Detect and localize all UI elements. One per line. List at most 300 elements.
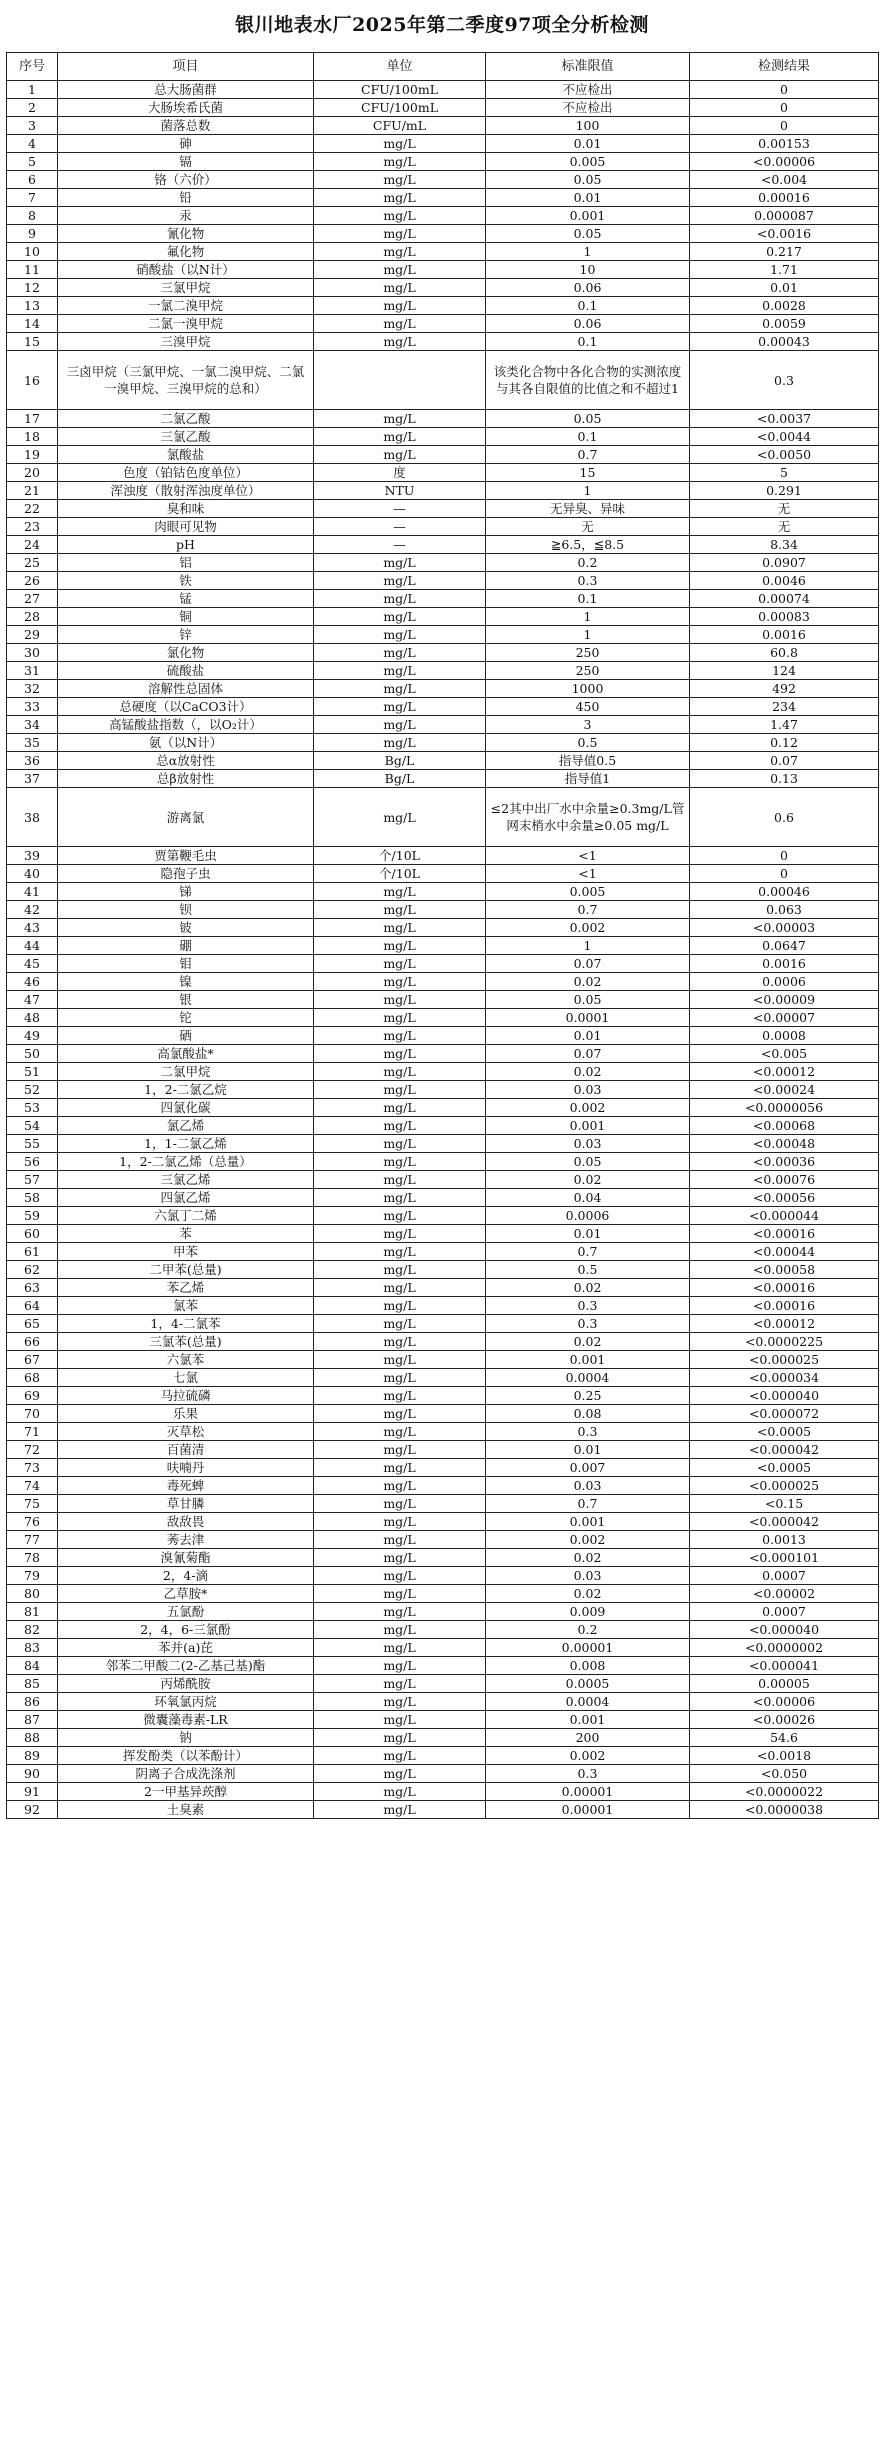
unit: mg/L xyxy=(314,1207,486,1225)
table-row xyxy=(7,297,879,315)
row-index: 55 xyxy=(7,1135,58,1153)
item-name: 钠 xyxy=(58,1729,314,1747)
row-index: 82 xyxy=(7,1621,58,1639)
row-index: 57 xyxy=(7,1171,58,1189)
item-name: 锑 xyxy=(58,883,314,901)
standard-limit: 0.009 xyxy=(486,1603,690,1621)
standard-limit: 0.3 xyxy=(486,1297,690,1315)
unit xyxy=(314,351,486,410)
row-index: 74 xyxy=(7,1477,58,1495)
standard-limit: 0.03 xyxy=(486,1477,690,1495)
test-result: 0.000087 xyxy=(690,207,879,225)
test-result: <0.0018 xyxy=(690,1747,879,1765)
row-index: 14 xyxy=(7,315,58,333)
unit: mg/L xyxy=(314,662,486,680)
table-row xyxy=(7,1675,879,1693)
table-row xyxy=(7,1297,879,1315)
unit: mg/L xyxy=(314,446,486,464)
item-name: 二甲苯(总量) xyxy=(58,1261,314,1279)
item-name: 钡 xyxy=(58,901,314,919)
standard-limit: 指导值0.5 xyxy=(486,752,690,770)
table-row xyxy=(7,428,879,446)
table-row xyxy=(7,554,879,572)
standard-limit: 0.07 xyxy=(486,1045,690,1063)
standard-limit: 0.05 xyxy=(486,410,690,428)
table-row xyxy=(7,937,879,955)
standard-limit: 0.0005 xyxy=(486,1675,690,1693)
unit: mg/L xyxy=(314,171,486,189)
test-result: 0.0016 xyxy=(690,955,879,973)
test-result: <0.0005 xyxy=(690,1423,879,1441)
row-index: 79 xyxy=(7,1567,58,1585)
item-name: 四氯化碳 xyxy=(58,1099,314,1117)
table-row xyxy=(7,1477,879,1495)
table-row xyxy=(7,189,879,207)
standard-limit: ≧6.5，≦8.5 xyxy=(486,536,690,554)
unit: mg/L xyxy=(314,1549,486,1567)
test-result: 54.6 xyxy=(690,1729,879,1747)
unit: mg/L xyxy=(314,788,486,847)
test-result: 1.71 xyxy=(690,261,879,279)
unit: mg/L xyxy=(314,1657,486,1675)
unit: mg/L xyxy=(314,1729,486,1747)
row-index: 40 xyxy=(7,865,58,883)
item-name: 氯乙烯 xyxy=(58,1117,314,1135)
unit: mg/L xyxy=(314,1603,486,1621)
table-row xyxy=(7,770,879,788)
unit: mg/L xyxy=(314,1369,486,1387)
test-result: <0.0000002 xyxy=(690,1639,879,1657)
test-result: 492 xyxy=(690,680,879,698)
row-index: 9 xyxy=(7,225,58,243)
table-row xyxy=(7,1405,879,1423)
standard-limit: 0.02 xyxy=(486,1549,690,1567)
item-name: 高锰酸盐指数（，以O₂计） xyxy=(58,716,314,734)
standard-limit: 0.001 xyxy=(486,1117,690,1135)
test-result: 0.07 xyxy=(690,752,879,770)
item-name: 1，4-二氯苯 xyxy=(58,1315,314,1333)
item-name: 三卤甲烷（三氯甲烷、一氯二溴甲烷、二氯一溴甲烷、三溴甲烷的总和） xyxy=(58,351,314,410)
standard-limit: 0.01 xyxy=(486,1225,690,1243)
standard-limit: 0.0006 xyxy=(486,1207,690,1225)
test-result: 0.0046 xyxy=(690,572,879,590)
item-name: 三溴甲烷 xyxy=(58,333,314,351)
standard-limit: 0.06 xyxy=(486,279,690,297)
item-name: 氟化物 xyxy=(58,243,314,261)
test-result: <0.00048 xyxy=(690,1135,879,1153)
table-row xyxy=(7,1657,879,1675)
standard-limit: 不应检出 xyxy=(486,99,690,117)
test-result: 0 xyxy=(690,99,879,117)
item-name: 铊 xyxy=(58,1009,314,1027)
test-result: <0.00024 xyxy=(690,1081,879,1099)
table-row xyxy=(7,847,879,865)
unit: mg/L xyxy=(314,626,486,644)
test-result: <0.000040 xyxy=(690,1621,879,1639)
table-row xyxy=(7,135,879,153)
test-result: <0.000034 xyxy=(690,1369,879,1387)
table-row xyxy=(7,1387,879,1405)
item-name: pH xyxy=(58,536,314,554)
unit: mg/L xyxy=(314,1747,486,1765)
row-index: 17 xyxy=(7,410,58,428)
unit: mg/L xyxy=(314,1387,486,1405)
standard-limit: 200 xyxy=(486,1729,690,1747)
unit: mg/L xyxy=(314,1693,486,1711)
test-result: 0.01 xyxy=(690,279,879,297)
unit: mg/L xyxy=(314,973,486,991)
unit: mg/L xyxy=(314,261,486,279)
test-result: 0.0907 xyxy=(690,554,879,572)
standard-limit: 0.03 xyxy=(486,1081,690,1099)
test-result: <0.0037 xyxy=(690,410,879,428)
item-name: 2，4，6-三氯酚 xyxy=(58,1621,314,1639)
unit: mg/L xyxy=(314,1333,486,1351)
standard-limit: <1 xyxy=(486,865,690,883)
row-index: 54 xyxy=(7,1117,58,1135)
test-result: <0.0000038 xyxy=(690,1801,879,1819)
standard-limit: 0.0004 xyxy=(486,1369,690,1387)
unit: mg/L xyxy=(314,1621,486,1639)
unit: mg/L xyxy=(314,1225,486,1243)
test-result: <0.00076 xyxy=(690,1171,879,1189)
standard-limit: 无 xyxy=(486,518,690,536)
test-result: <0.00012 xyxy=(690,1315,879,1333)
row-index: 49 xyxy=(7,1027,58,1045)
test-result: 0.00016 xyxy=(690,189,879,207)
test-result: <0.005 xyxy=(690,1045,879,1063)
test-result: 234 xyxy=(690,698,879,716)
standard-limit: 0.01 xyxy=(486,189,690,207)
test-result: 0.00074 xyxy=(690,590,879,608)
test-result: 0.6 xyxy=(690,788,879,847)
standard-limit: 0.02 xyxy=(486,1585,690,1603)
unit: mg/L xyxy=(314,189,486,207)
test-result: <0.000025 xyxy=(690,1351,879,1369)
table-row xyxy=(7,1135,879,1153)
row-index: 84 xyxy=(7,1657,58,1675)
unit: mg/L xyxy=(314,680,486,698)
standard-limit: 该类化合物中各化合物的实测浓度与其各自限值的比值之和不超过1 xyxy=(486,351,690,410)
test-result: <0.000042 xyxy=(690,1513,879,1531)
row-index: 5 xyxy=(7,153,58,171)
unit: mg/L xyxy=(314,1567,486,1585)
row-index: 45 xyxy=(7,955,58,973)
row-index: 12 xyxy=(7,279,58,297)
row-index: 41 xyxy=(7,883,58,901)
table-row xyxy=(7,81,879,99)
table-row xyxy=(7,153,879,171)
page-title: 银川地表水厂2025年第二季度97项全分析检测 xyxy=(235,14,649,36)
table-row xyxy=(7,1081,879,1099)
standard-limit: 0.2 xyxy=(486,1621,690,1639)
table-row xyxy=(7,1207,879,1225)
row-index: 47 xyxy=(7,991,58,1009)
table-row xyxy=(7,680,879,698)
test-result: 0.063 xyxy=(690,901,879,919)
unit: mg/L xyxy=(314,428,486,446)
item-name: 三氯乙烯 xyxy=(58,1171,314,1189)
table-row xyxy=(7,788,879,847)
item-name: 铅 xyxy=(58,189,314,207)
test-result: <0.00003 xyxy=(690,919,879,937)
item-name: 七氯 xyxy=(58,1369,314,1387)
standard-limit: 250 xyxy=(486,662,690,680)
item-name: 1，1-二氯乙烯 xyxy=(58,1135,314,1153)
row-index: 90 xyxy=(7,1765,58,1783)
table-row xyxy=(7,865,879,883)
row-index: 59 xyxy=(7,1207,58,1225)
unit: mg/L xyxy=(314,279,486,297)
row-index: 13 xyxy=(7,297,58,315)
unit: mg/L xyxy=(314,1423,486,1441)
test-result: 0.00005 xyxy=(690,1675,879,1693)
row-index: 2 xyxy=(7,99,58,117)
unit: mg/L xyxy=(314,1351,486,1369)
item-name: 1，2-二氯乙烯（总量） xyxy=(58,1153,314,1171)
table-row xyxy=(7,1369,879,1387)
standard-limit: 无异臭、异味 xyxy=(486,500,690,518)
unit: mg/L xyxy=(314,1585,486,1603)
table-row xyxy=(7,1315,879,1333)
row-index: 66 xyxy=(7,1333,58,1351)
table-row xyxy=(7,698,879,716)
unit: — xyxy=(314,518,486,536)
test-result: 0 xyxy=(690,847,879,865)
test-result: <0.0016 xyxy=(690,225,879,243)
unit: mg/L xyxy=(314,716,486,734)
table-row xyxy=(7,1621,879,1639)
item-name: 三氯乙酸 xyxy=(58,428,314,446)
unit: mg/L xyxy=(314,734,486,752)
test-result: 0.3 xyxy=(690,351,879,410)
standard-limit: 0.25 xyxy=(486,1387,690,1405)
unit: mg/L xyxy=(314,1639,486,1657)
table-row xyxy=(7,901,879,919)
test-result: <0.00016 xyxy=(690,1297,879,1315)
item-name: 溴氰菊酯 xyxy=(58,1549,314,1567)
test-result: <0.00002 xyxy=(690,1585,879,1603)
test-result: 0.0059 xyxy=(690,315,879,333)
unit: mg/L xyxy=(314,153,486,171)
unit: mg/L xyxy=(314,1117,486,1135)
row-index: 32 xyxy=(7,680,58,698)
test-result: <0.00007 xyxy=(690,1009,879,1027)
table-row xyxy=(7,1783,879,1801)
unit: CFU/100mL xyxy=(314,81,486,99)
unit: mg/L xyxy=(314,991,486,1009)
row-index: 1 xyxy=(7,81,58,99)
item-name: 灭草松 xyxy=(58,1423,314,1441)
table-row xyxy=(7,919,879,937)
analysis-table xyxy=(6,52,879,1819)
table-row xyxy=(7,1711,879,1729)
test-result: 1.47 xyxy=(690,716,879,734)
item-name: 银 xyxy=(58,991,314,1009)
standard-limit: 3 xyxy=(486,716,690,734)
row-index: 36 xyxy=(7,752,58,770)
item-name: 氯化物 xyxy=(58,644,314,662)
standard-limit: 0.03 xyxy=(486,1567,690,1585)
row-index: 28 xyxy=(7,608,58,626)
standard-limit: 0.7 xyxy=(486,1243,690,1261)
test-result: <0.00044 xyxy=(690,1243,879,1261)
table-row xyxy=(7,1153,879,1171)
table-header-row xyxy=(7,53,879,81)
table-row xyxy=(7,1729,879,1747)
standard-limit: 0.7 xyxy=(486,901,690,919)
test-result: <0.0000056 xyxy=(690,1099,879,1117)
item-name: 浑浊度（散射浑浊度单位） xyxy=(58,482,314,500)
item-name: 丙烯酰胺 xyxy=(58,1675,314,1693)
row-index: 78 xyxy=(7,1549,58,1567)
item-name: 镍 xyxy=(58,973,314,991)
item-name: 钼 xyxy=(58,955,314,973)
item-name: 汞 xyxy=(58,207,314,225)
table-row xyxy=(7,1801,879,1819)
item-name: 苯乙烯 xyxy=(58,1279,314,1297)
unit: mg/L xyxy=(314,1765,486,1783)
unit: 度 xyxy=(314,464,486,482)
table-row xyxy=(7,1423,879,1441)
row-index: 19 xyxy=(7,446,58,464)
table-row xyxy=(7,482,879,500)
test-result: 0 xyxy=(690,117,879,135)
standard-limit: 1 xyxy=(486,243,690,261)
test-result: 0.00043 xyxy=(690,333,879,351)
item-name: 锌 xyxy=(58,626,314,644)
unit: mg/L xyxy=(314,1135,486,1153)
item-name: 六氯苯 xyxy=(58,1351,314,1369)
test-result: <0.00058 xyxy=(690,1261,879,1279)
standard-limit: 0.0001 xyxy=(486,1009,690,1027)
row-index: 87 xyxy=(7,1711,58,1729)
unit: mg/L xyxy=(314,1171,486,1189)
row-index: 69 xyxy=(7,1387,58,1405)
item-name: 二氯一溴甲烷 xyxy=(58,315,314,333)
standard-limit: 0.02 xyxy=(486,1333,690,1351)
standard-limit: 1 xyxy=(486,937,690,955)
table-row xyxy=(7,1099,879,1117)
standard-limit: 0.02 xyxy=(486,1063,690,1081)
standard-limit: 0.02 xyxy=(486,973,690,991)
unit: mg/L xyxy=(314,1531,486,1549)
table-row xyxy=(7,1495,879,1513)
item-name: 菌落总数 xyxy=(58,117,314,135)
unit: mg/L xyxy=(314,1261,486,1279)
row-index: 6 xyxy=(7,171,58,189)
row-index: 3 xyxy=(7,117,58,135)
item-name: 铬（六价） xyxy=(58,171,314,189)
unit: mg/L xyxy=(314,901,486,919)
table-row xyxy=(7,117,879,135)
test-result: <0.00012 xyxy=(690,1063,879,1081)
unit: mg/L xyxy=(314,608,486,626)
standard-limit: 0.005 xyxy=(486,153,690,171)
table-row xyxy=(7,261,879,279)
table-row xyxy=(7,225,879,243)
table-row xyxy=(7,1279,879,1297)
row-index: 37 xyxy=(7,770,58,788)
unit: mg/L xyxy=(314,1099,486,1117)
row-index: 7 xyxy=(7,189,58,207)
table-row xyxy=(7,351,879,410)
unit: mg/L xyxy=(314,1243,486,1261)
standard-limit: 10 xyxy=(486,261,690,279)
table-row xyxy=(7,1441,879,1459)
item-name: 硼 xyxy=(58,937,314,955)
item-name: 呋喃丹 xyxy=(58,1459,314,1477)
item-name: 挥发酚类（以苯酚计） xyxy=(58,1747,314,1765)
standard-limit: 0.5 xyxy=(486,734,690,752)
row-index: 21 xyxy=(7,482,58,500)
row-index: 62 xyxy=(7,1261,58,1279)
table-row xyxy=(7,1009,879,1027)
standard-limit: 0.3 xyxy=(486,572,690,590)
test-result: 0.217 xyxy=(690,243,879,261)
row-index: 46 xyxy=(7,973,58,991)
item-name: 甲苯 xyxy=(58,1243,314,1261)
unit: NTU xyxy=(314,482,486,500)
unit: mg/L xyxy=(314,1495,486,1513)
row-index: 44 xyxy=(7,937,58,955)
test-result: 0.13 xyxy=(690,770,879,788)
unit: mg/L xyxy=(314,1063,486,1081)
table-row xyxy=(7,734,879,752)
standard-limit: 0.1 xyxy=(486,333,690,351)
row-index: 81 xyxy=(7,1603,58,1621)
unit: mg/L xyxy=(314,1405,486,1423)
test-result: 0.00046 xyxy=(690,883,879,901)
item-name: 毒死蜱 xyxy=(58,1477,314,1495)
standard-limit: 0.02 xyxy=(486,1279,690,1297)
table-row xyxy=(7,171,879,189)
unit: Bg/L xyxy=(314,752,486,770)
item-name: 草甘膦 xyxy=(58,1495,314,1513)
table-row xyxy=(7,1045,879,1063)
table-row xyxy=(7,752,879,770)
test-result: <0.0000022 xyxy=(690,1783,879,1801)
table-row xyxy=(7,1765,879,1783)
test-result: <0.00016 xyxy=(690,1279,879,1297)
item-name: 微囊藻毒素-LR xyxy=(58,1711,314,1729)
item-name: 隐孢子虫 xyxy=(58,865,314,883)
item-name: 总β放射性 xyxy=(58,770,314,788)
item-name: 环氧氯丙烷 xyxy=(58,1693,314,1711)
standard-limit: 0.001 xyxy=(486,1513,690,1531)
table-row xyxy=(7,572,879,590)
row-index: 77 xyxy=(7,1531,58,1549)
column-header-result: 检测结果 xyxy=(690,53,879,81)
row-index: 91 xyxy=(7,1783,58,1801)
unit: mg/L xyxy=(314,1477,486,1495)
table-row xyxy=(7,1459,879,1477)
column-header-unit: 单位 xyxy=(314,53,486,81)
test-result: 无 xyxy=(690,518,879,536)
unit: mg/L xyxy=(314,410,486,428)
standard-limit: 250 xyxy=(486,644,690,662)
test-result: <0.00036 xyxy=(690,1153,879,1171)
unit: mg/L xyxy=(314,243,486,261)
standard-limit: 450 xyxy=(486,698,690,716)
row-index: 24 xyxy=(7,536,58,554)
row-index: 8 xyxy=(7,207,58,225)
row-index: 73 xyxy=(7,1459,58,1477)
standard-limit: 1 xyxy=(486,482,690,500)
row-index: 27 xyxy=(7,590,58,608)
test-result: <0.00068 xyxy=(690,1117,879,1135)
item-name: 氰化物 xyxy=(58,225,314,243)
